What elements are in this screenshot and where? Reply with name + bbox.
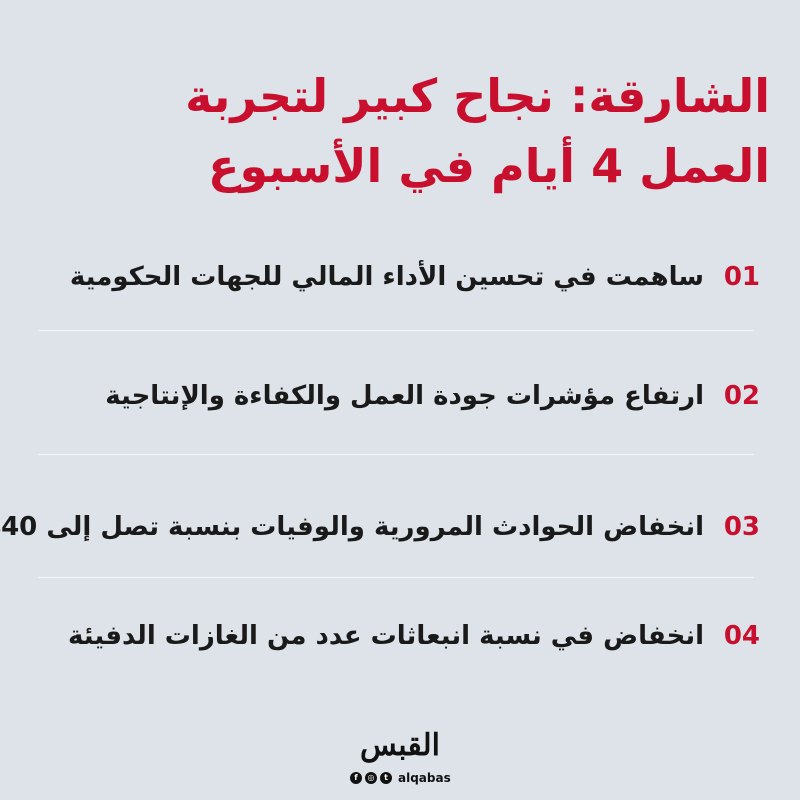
item-text: ارتفاع مؤشرات جودة العمل والكفاءة والإنتاجية xyxy=(105,381,704,411)
item-number: 03 xyxy=(723,512,760,542)
twitter-icon[interactable]: t xyxy=(380,772,392,784)
brand-logo: القبس xyxy=(360,728,440,763)
facebook-icon[interactable]: f xyxy=(350,772,362,784)
headline-line-1: الشارقة: نجاح كبير لتجربة xyxy=(185,69,770,123)
divider xyxy=(38,577,754,578)
item-number: 01 xyxy=(723,262,760,292)
divider xyxy=(38,330,754,331)
social-handle[interactable]: alqabas xyxy=(398,771,451,785)
item-text: انخفاض في نسبة انبعاثات عدد من الغازات الدفيئة xyxy=(68,621,704,651)
item-text: انخفاض الحوادث المرورية والوفيات بنسبة تصل إلى 40 xyxy=(1,512,704,542)
item-number: 04 xyxy=(723,621,760,651)
divider xyxy=(38,454,754,455)
list-item xyxy=(36,366,760,426)
instagram-icon[interactable]: ◎ xyxy=(365,772,377,784)
list-item xyxy=(36,606,760,666)
list-item xyxy=(1,497,760,557)
social-bar xyxy=(350,770,451,786)
item-text: ساهمت في تحسين الأداء المالي للجهات الحكومية xyxy=(69,262,704,292)
item-number: 02 xyxy=(723,381,760,411)
list-item xyxy=(36,247,760,307)
headline-line-2: العمل 4 أيام في الأسبوع xyxy=(208,139,770,193)
